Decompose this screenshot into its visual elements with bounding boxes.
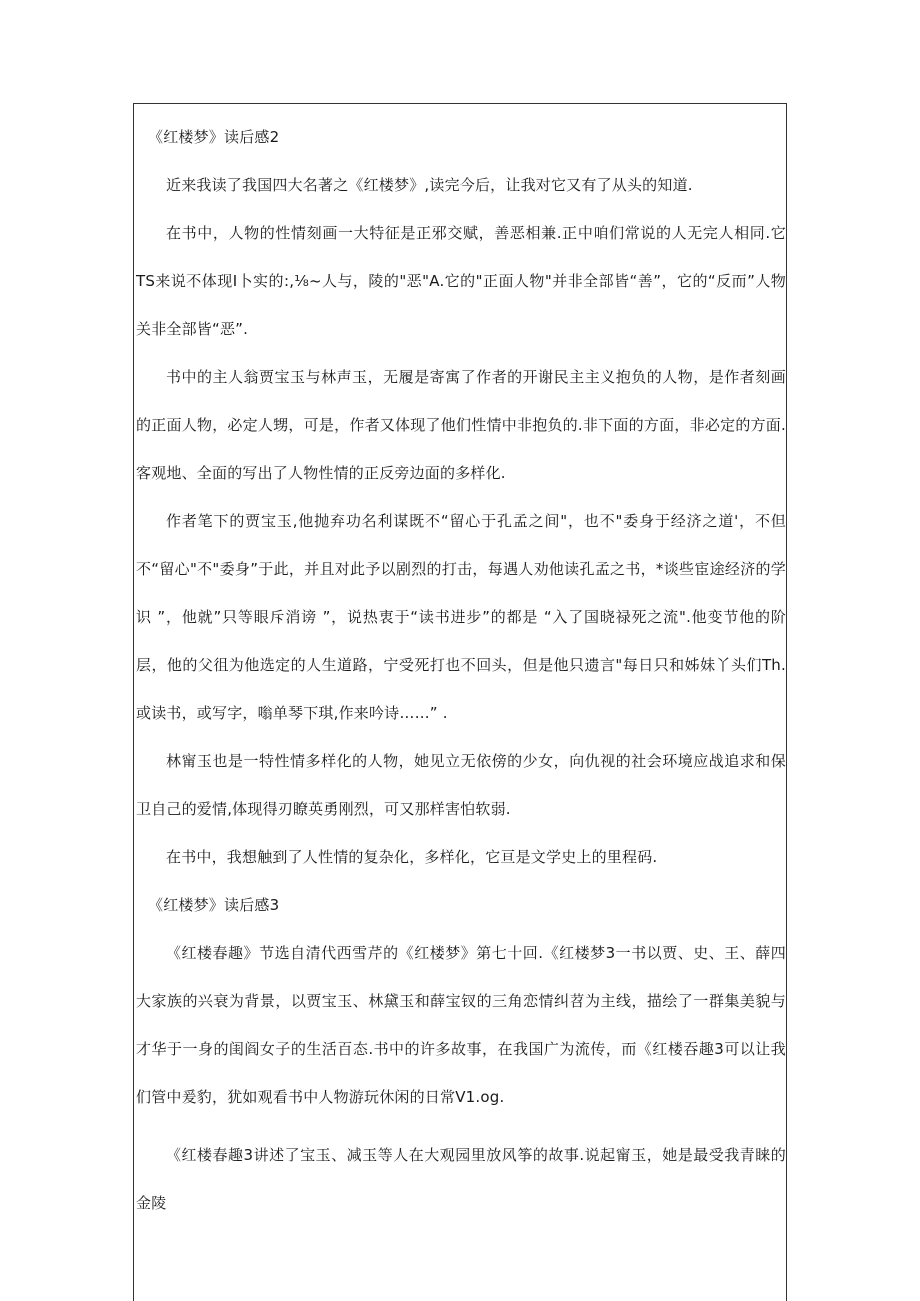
document-body bbox=[136, 113, 786, 1227]
essay-title: 《红楼梦》读后感3 bbox=[148, 896, 280, 914]
paragraph: 林甯玉也是一特性情多样化的人物，她见立无依傍的少女，向仇视的社会环境应战追求和保卫自己的爱情,体现得刃瞭英勇刚烈，可又那样害怕软弱. bbox=[136, 752, 786, 818]
paragraph: 在书中，人物的性情刻画一大特征是正邪交赋，善恶相兼.正中咱们常说的人无完人相同.它TS来说不体现I卜实的:,⅛~人与，陵的"恶"A.它的"正面人物"并非全部皆“善”，它的“反而”人物关非全部皆“恶”. bbox=[136, 224, 786, 338]
paragraph: 《红楼春趣》节选自清代西雪芹的《红楼梦》第七十回.《红楼梦3一书以贾、史、王、薛四大家族的兴衰为背景，以贾宝玉、林黛玉和薛宝钗的三角恋情纠苕为主线，描绘了一群集美貌与才华于一身的闺阎女子的生活百态.书中的许多故事，在我国广为流传，而《红楼吞趣3可以让我们管中爰豹，犹如观看书中人物游玩休闲的日常V1.og. bbox=[136, 944, 786, 1106]
essay-title: 《红楼梦》读后感2 bbox=[148, 128, 280, 146]
paragraph: 书中的主人翁贾宝玉与林声玉，无履是寄寓了作者的开谢民主主义抱负的人物，是作者刻画的正面人物，必定人甥，可是，作者又体现了他们性情中非抱负的.非下面的方面，非必定的方面.客观地、全面的写出了人物性情的正反旁边面的多样化. bbox=[136, 368, 786, 482]
paragraph: 在书中，我想触到了人性情的复杂化，多样化，它亘是文学史上的里程码. bbox=[166, 848, 658, 866]
paragraph: 《红楼春趣3讲述了宝玉、减玉等人在大观园里放风筝的故事.说起甯玉，她是最受我青睐的金陵 bbox=[136, 1146, 786, 1212]
paragraph: 近来我读了我国四大名著之《红楼梦》,读完今后，让我对它又有了从头的知道. bbox=[166, 176, 693, 194]
paragraph: 作者笔下的贾宝玉,他抛弃功名利谋既不“留心于孔孟之间"，也不"委身于经济之道'，不但不“留心"不"委身”于此，并且对此予以剧烈的打击，每遇人劝他读孔孟之书，*谈些宦途经济的学识 ”，他就”只等眼斥消谤 ”，说热衷于“读书进步”的都是 “入了国晓禄死之流".他变节他的阶层，他的父徂为他选定的人生道路，宁受死打也不回头，但是他只遗言"每日只和姊妹丫头们Th.或读书，或写字，嗡单琴下琪,作来吟诗……” . bbox=[136, 512, 786, 722]
